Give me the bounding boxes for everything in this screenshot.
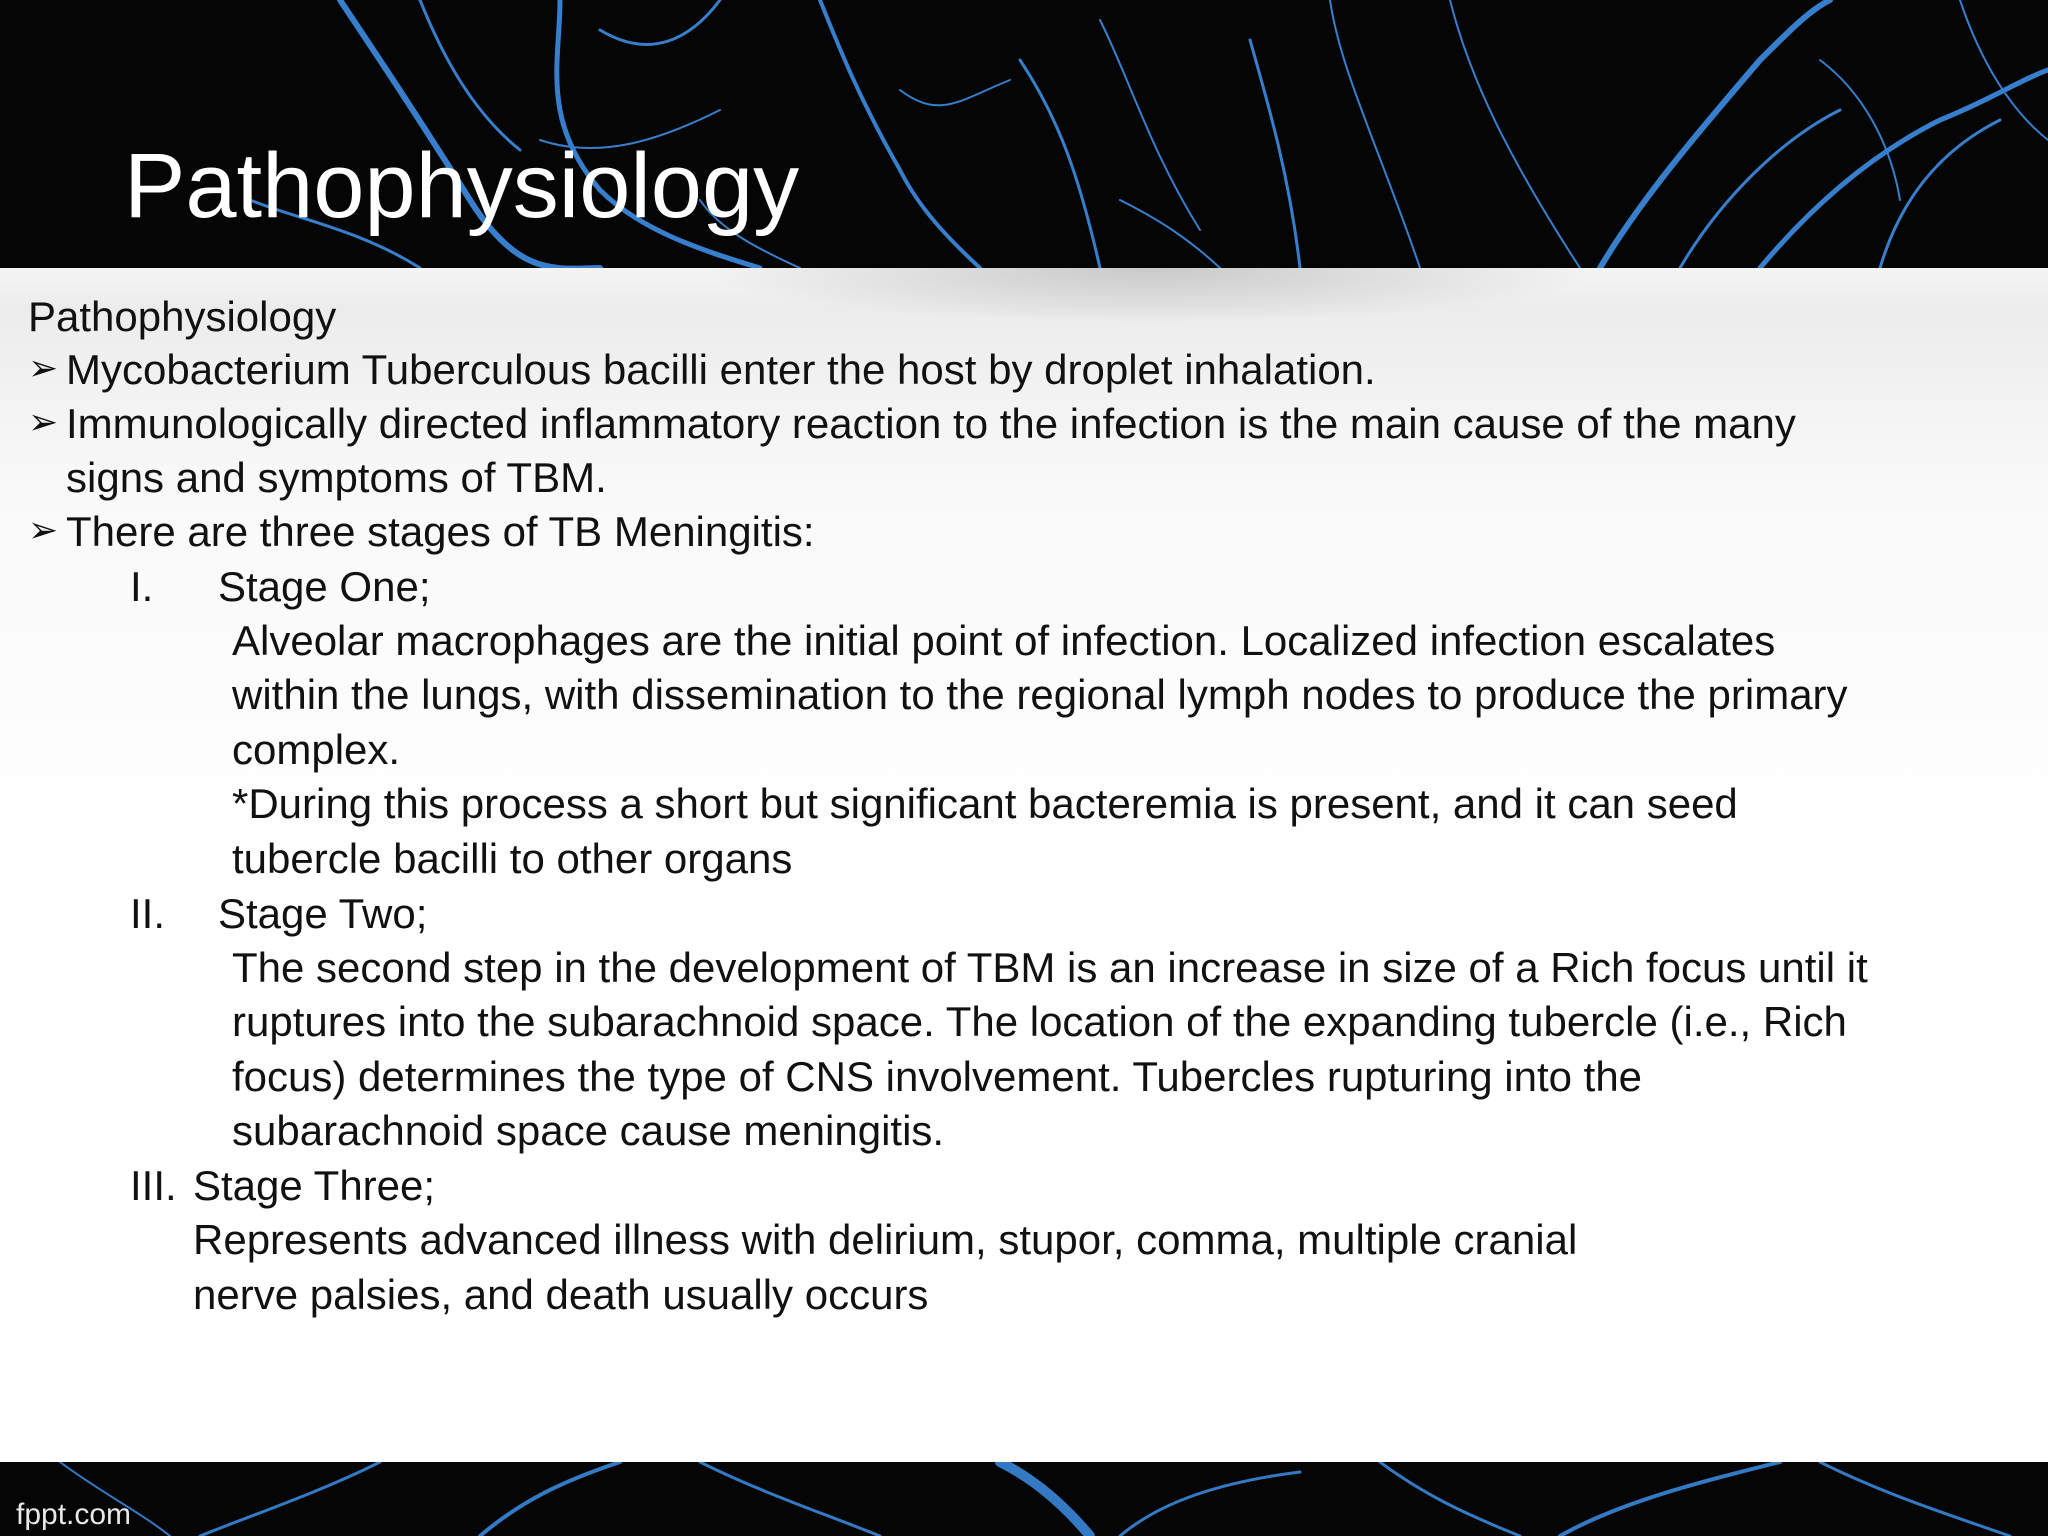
bullet-text: Immunologically directed inflammatory reaction to the infection is the main cause of the many (66, 400, 1796, 447)
bullet-text: Mycobacterium Tuberculous bacilli enter the host by droplet inhalation. (66, 346, 1376, 393)
header-band (0, 0, 2048, 268)
stage-numeral: II. (130, 890, 166, 937)
stage-numeral: I. (130, 563, 154, 610)
stage-heading: Stage Three; (193, 1162, 436, 1209)
stage-body-line: nerve palsies, and death usually occurs (193, 1271, 929, 1318)
slide-title: Pathophysiology (124, 135, 800, 237)
footer-brand: fppt.com (16, 1498, 132, 1531)
stage-numeral: III. (130, 1162, 177, 1209)
bullet-text: signs and symptoms of TBM. (66, 454, 607, 501)
stage-body-line: within the lungs, with dissemination to the regional lymph nodes to produce the primary (232, 671, 1848, 718)
bullet-text: There are three stages of TB Meningitis: (66, 508, 815, 555)
footer-band (0, 1462, 2048, 1536)
section-label: Pathophysiology (28, 293, 337, 340)
stage-heading: Stage Two; (218, 890, 428, 937)
stage-body-line: subarachnoid space cause meningitis. (232, 1107, 945, 1154)
stage-body-line: Represents advanced illness with delirium, stupor, comma, multiple cranial (193, 1216, 1578, 1263)
arrow-bullet-icon: ➢ (28, 401, 59, 442)
arrow-bullet-icon: ➢ (28, 509, 59, 550)
arrow-bullet-icon: ➢ (28, 347, 59, 388)
stage-body-line: The second step in the development of TBM is an increase in size of a Rich focus until it (232, 944, 1868, 991)
stage-body-line: ruptures into the subarachnoid space. The location of the expanding tubercle (i.e., Rich (232, 998, 1847, 1045)
stage-body-line: complex. (232, 726, 401, 773)
stage-body-line: *During this process a short but significant bacteremia is present, and it can seed (232, 780, 1738, 827)
stage-heading: Stage One; (218, 563, 431, 610)
stage-body-line: focus) determines the type of CNS involvement. Tubercles rupturing into the (232, 1053, 1643, 1100)
stage-body-line: tubercle bacilli to other organs (232, 835, 793, 882)
stage-body-line: Alveolar macrophages are the initial point of infection. Localized infection escalates (232, 617, 1776, 664)
neuron-footer-art (0, 1462, 2048, 1536)
